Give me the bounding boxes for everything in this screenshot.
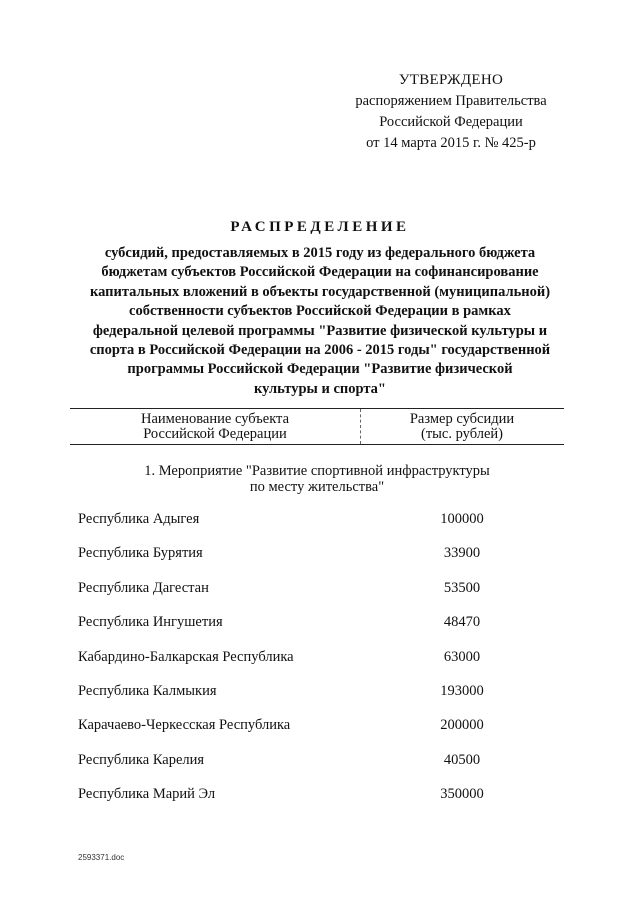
column-header-region-line-1: Наименование субъекта [140,411,290,427]
approval-line-1: распоряжением Правительства [355,93,547,109]
subtitle-line: собственности субъектов Российской Федерации в рамках [129,303,511,320]
section-heading [70,463,564,495]
table-row [0,681,640,715]
approval-heading: УТВЕРЖДЕНО [398,72,504,88]
region-name: Республика Калмыкия [78,682,217,699]
subtitle-line: бюджетам субъектов Российской Федерации на софинансирование [101,264,539,281]
column-header-amount-line-1: Размер субсидии [409,411,515,427]
column-header-amount [360,412,564,442]
subsidy-amount: 350000 [440,786,484,803]
table-row [0,612,640,646]
section-heading-line-2: по месту жительства" [249,479,385,495]
approval-line-2: Российской Федерации [379,114,523,130]
table-row [0,647,640,681]
subsidy-amount: 33900 [443,545,481,562]
region-name: Республика Марий Эл [78,786,216,803]
region-name: Кабардино-Балкарская Республика [78,648,294,665]
subsidy-amount: 53500 [443,579,481,596]
subtitle-line: капитальных вложений в объекты государственной (муниципальной) [89,283,551,300]
approval-block [340,70,562,154]
subtitle-line: спорта в Российской Федерации на 2006 - 2015 годы" государственной [89,342,551,359]
region-name: Республика Ингушетия [78,614,223,631]
subsidy-table-body [0,509,640,819]
approval-line-3: от 14 марта 2015 г. № 425-р [366,135,536,151]
table-row [0,509,640,543]
table-row [0,578,640,612]
subtitle-line: федеральной целевой программы "Развитие физической культуры и [92,322,548,339]
column-header-region [70,412,360,442]
table-row [0,750,640,784]
table-header [70,408,564,445]
table-row [0,784,640,818]
column-header-amount-line-2: (тыс. рублей) [421,426,503,442]
column-header-region-line-2: Российской Федерации [143,426,287,442]
region-name: Республика Бурятия [78,545,203,562]
section-heading-line-1: 1. Мероприятие "Развитие спортивной инфраструктуры [144,463,490,479]
region-name: Республика Дагестан [78,579,209,596]
document-title: РАСПРЕДЕЛЕНИЕ [230,219,410,235]
table-row [0,543,640,577]
subsidy-amount: 40500 [443,751,481,768]
file-name-footer: 2593371.doc [78,853,125,862]
region-name: Карачаево-Черкесская Республика [78,717,291,734]
subtitle-line: культуры и спорта" [254,380,386,397]
subsidy-amount: 200000 [440,717,484,734]
subsidy-amount: 63000 [443,648,481,665]
document-subtitle [70,244,570,399]
subsidy-amount: 193000 [440,682,484,699]
region-name: Республика Адыгея [78,511,200,527]
region-name: Республика Карелия [78,751,205,768]
subtitle-line: программы Российской Федерации "Развитие физической [127,361,513,378]
subsidy-amount: 48470 [443,614,481,631]
subsidy-amount: 100000 [440,511,484,527]
table-row [0,715,640,749]
subtitle-line: субсидий, предоставляемых в 2015 году из федерального бюджета [104,245,536,261]
